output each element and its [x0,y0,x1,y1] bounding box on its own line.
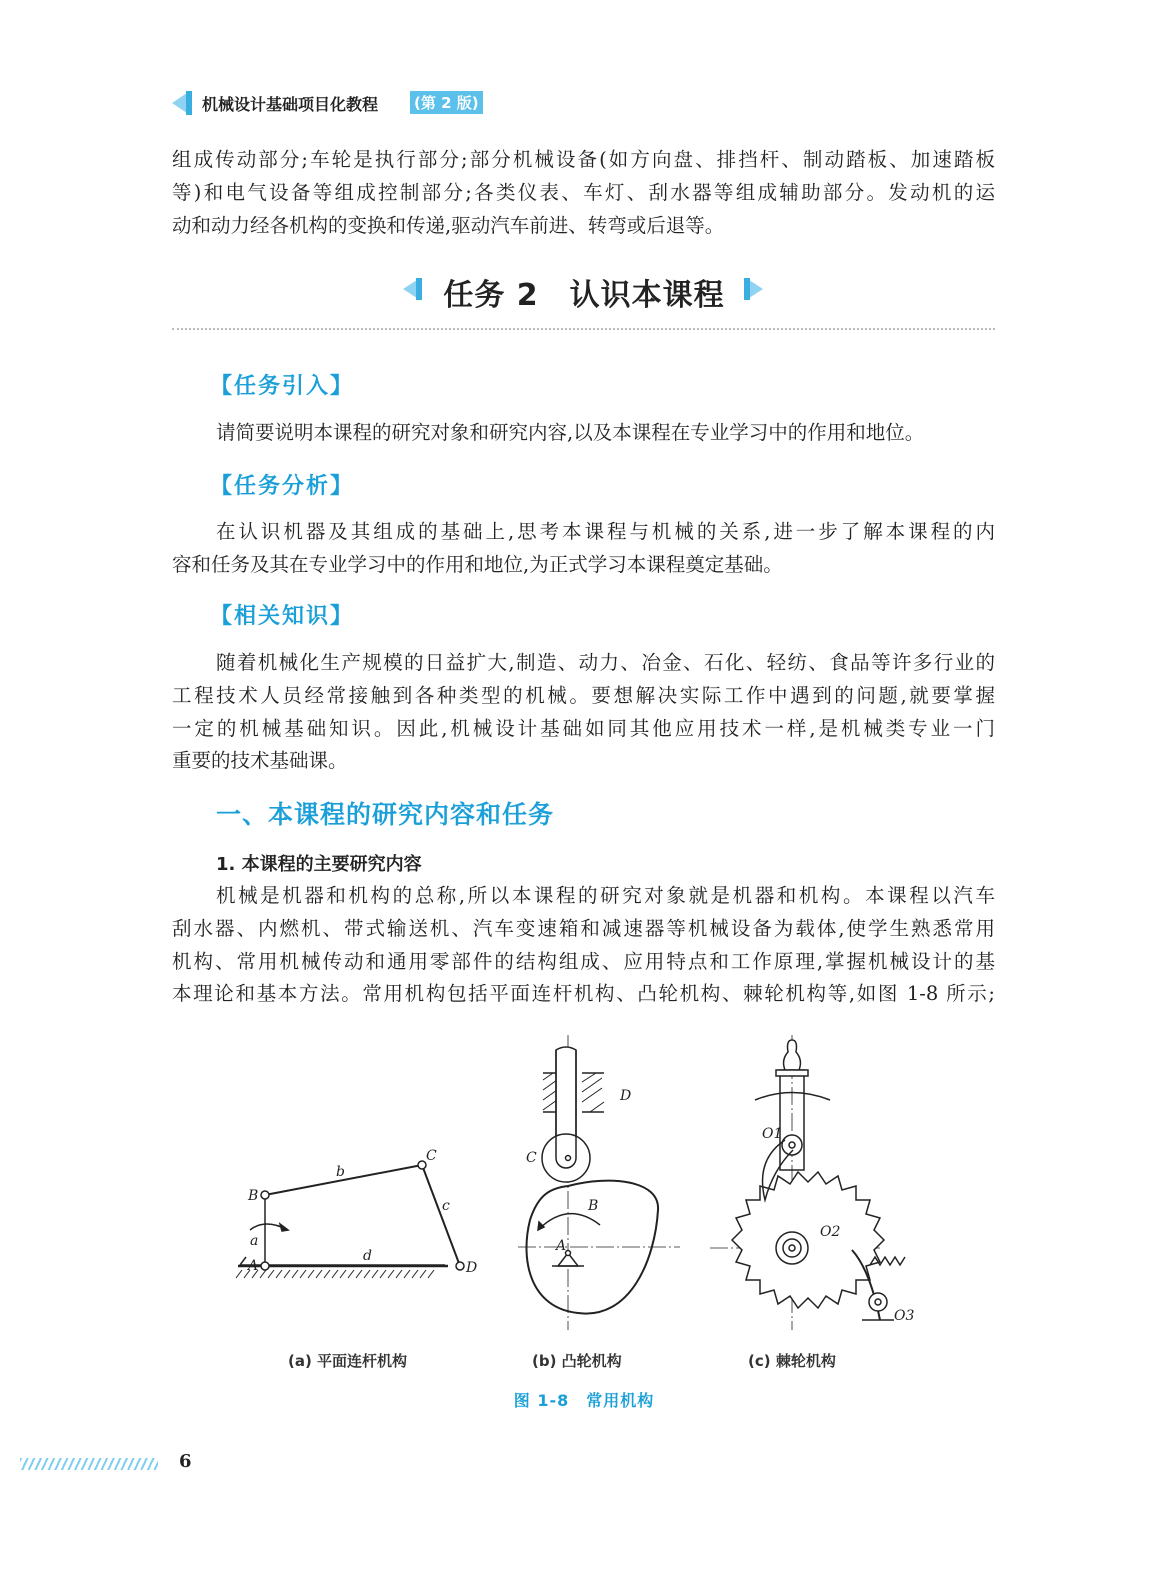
label-B: B [248,1188,259,1204]
ratchet-label-O3: O3 [894,1308,915,1324]
ratchet-label-O1: O1 [762,1126,783,1142]
title-right-arrow-icon [742,276,766,302]
task-intro-text: 请简要说明本课程的研究对象和研究内容,以及本课程在专业学习中的作用和地位。 [216,421,925,444]
analysis-line: 在认识机器及其组成的基础上,思考本课程与机械的关系,进一步了解本课程的内 [216,520,995,543]
label-d: d [363,1248,372,1264]
body-line: 机构、常用机械传动和通用零部件的结构组成、应用特点和工作原理,掌握机械设计的基 [172,950,995,973]
label-C: C [426,1148,437,1164]
knowledge-heading: 【相关知识】 [210,604,355,629]
task-title: 任务 2 认识本课程 [443,278,725,313]
intro-line: 等)和电气设备等组成控制部分;各类仪表、车灯、刮水器等组成辅助部分。发动机的运 [172,181,995,204]
cam-label-B: B [588,1198,599,1214]
task-intro-heading: 【任务引入】 [210,374,355,399]
footer-stripes [20,1458,158,1470]
label-a: a [250,1233,259,1249]
knowledge-line: 工程技术人员经常接触到各种类型的机械。要想解决实际工作中遇到的问题,就要掌握 [172,684,995,707]
label-c: c [442,1198,450,1214]
body-line: 刮水器、内燃机、带式输送机、汽车变速箱和减速器等机械设备为载体,使学生熟悉常用 [172,917,995,940]
cam-diagram [518,1035,680,1330]
body-line: 机械是机器和机构的总称,所以本课程的研究对象就是机器和机构。本课程以汽车 [216,884,995,907]
cam-label-C: C [526,1150,537,1166]
knowledge-line: 随着机械化生产规模的日益扩大,制造、动力、冶金、石化、轻纺、食品等许多行业的 [216,651,995,674]
task-analysis-heading: 【任务分析】 [210,474,355,499]
divider [172,328,995,330]
section-heading: 一、本课程的研究内容和任务 [216,800,555,829]
cam-label-A: A [556,1238,567,1254]
label-A: A [248,1258,259,1274]
book-title: 机械设计基础项目化教程 [202,95,379,114]
ratchet-label-O2: O2 [820,1224,841,1240]
intro-line: 动和动力经各机构的变换和传递,驱动汽车前进、转弯或后退等。 [172,214,725,237]
caption-a: (a) 平面连杆机构 [288,1352,408,1370]
caption-c: (c) 棘轮机构 [748,1352,836,1370]
figure-title: 图 1-8 常用机构 [513,1391,655,1410]
knowledge-line: 重要的技术基础课。 [172,749,348,772]
caption-b: (b) 凸轮机构 [532,1352,622,1370]
cam-label-D: D [620,1088,632,1104]
edition-badge: (第 2 版) [410,91,483,114]
body-line: 本理论和基本方法。常用机构包括平面连杆机构、凸轮机构、棘轮机构等,如图 1-8 所示; [172,982,995,1005]
linkage-diagram [236,1148,477,1278]
analysis-line: 容和任务及其在专业学习中的作用和地位,为正式学习本课程奠定基础。 [172,553,783,576]
ratchet-diagram [710,1035,914,1330]
intro-line: 组成传动部分;车轮是执行部分;部分机械设备(如方向盘、排挡杆、制动踏板、加速踏板 [172,148,995,171]
page-number: 6 [179,1451,192,1472]
label-b: b [336,1164,345,1180]
mechanism-figure [230,1030,930,1340]
header-arrow-icon [170,90,194,116]
label-D: D [466,1260,478,1276]
subsection-heading: 1. 本课程的主要研究内容 [216,854,422,875]
knowledge-line: 一定的机械基础知识。因此,机械设计基础如同其他应用技术一样,是机械类专业一门 [172,717,995,740]
